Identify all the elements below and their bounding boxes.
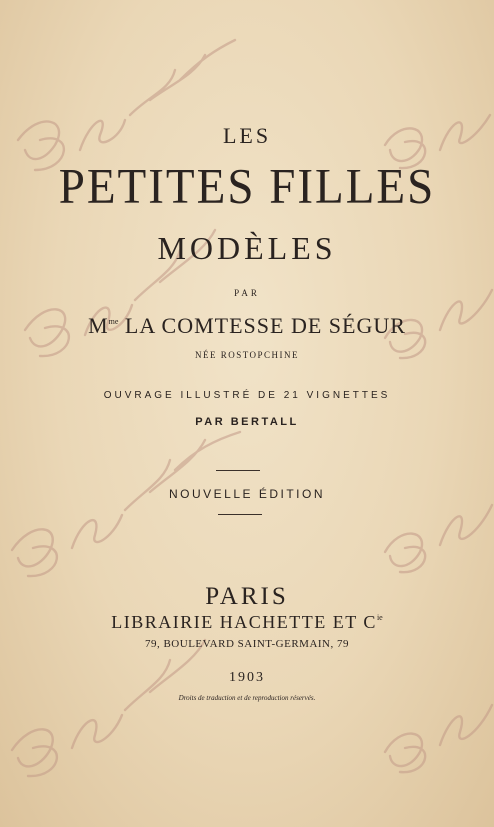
book-title: PETITES FILLES	[58, 159, 436, 215]
rights-notice: Droits de traduction et de reproduction réservés.	[178, 694, 316, 702]
illustrator: PAR BERTALL	[195, 416, 299, 428]
watermark-signature	[18, 40, 235, 170]
author-line	[0, 313, 494, 339]
watermark-signature	[385, 505, 492, 572]
edition-label: NOUVELLE ÉDITION	[168, 487, 326, 501]
watermark-signature	[385, 705, 492, 772]
author-birth-name: NÉE ROSTOPCHINE	[194, 350, 300, 360]
publication-city: PARIS	[205, 583, 289, 610]
watermark-signature	[12, 432, 240, 576]
divider	[216, 470, 260, 471]
publication-year: 1903	[229, 670, 265, 685]
book-subtitle: MODÈLES	[157, 230, 337, 266]
divider	[218, 514, 262, 515]
title-article: LES	[222, 123, 272, 148]
publisher-sup: ie	[376, 613, 383, 622]
illustration-note: OUVRAGE ILLUSTRÉ DE 21 VIGNETTES	[103, 390, 391, 401]
by-label: PAR	[234, 288, 260, 298]
author-prefix-sup: me	[108, 317, 119, 326]
publisher-name	[0, 612, 494, 633]
publisher-main: LIBRAIRIE HACHETTE ET C	[111, 612, 377, 632]
publisher-address: 79, BOULEVARD SAINT-GERMAIN, 79	[144, 638, 350, 650]
author-prefix: M	[88, 313, 109, 338]
author-name: LA COMTESSE DE SÉGUR	[124, 313, 406, 338]
watermark-signature	[12, 640, 205, 776]
